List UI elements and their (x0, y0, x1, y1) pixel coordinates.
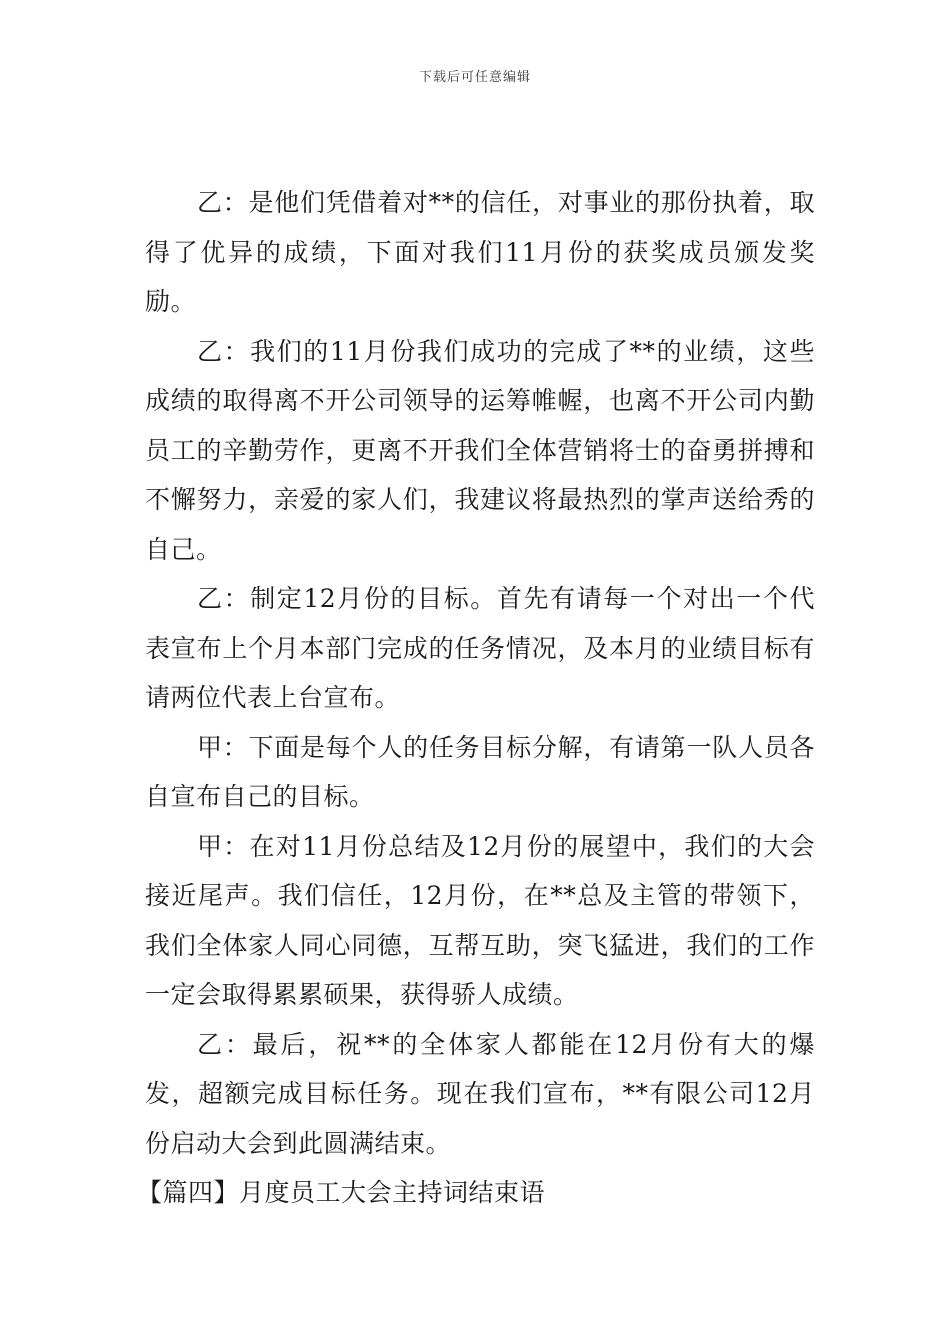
paragraph-5: 甲：在对11月份总结及12月份的展望中，我们的大会接近尾声。我们信任，12月份，在**总及主管的带领下，我们全体家人同心同德，互帮互助，突飞猛进，我们的工作一定会取得累累硕果，获得骄人成绩。 (145, 831, 815, 1009)
paragraph-3: 乙：制定12月份的目标。首先有请每一个对出一个代表宣布上个月本部门完成的任务情况，及本月的业绩目标有请两位代表上台宣布。 (145, 584, 815, 712)
section-heading: 【篇四】月度员工大会主持词结束语 (137, 1178, 546, 1207)
document-body (137, 178, 815, 1218)
paragraph-6: 乙：最后，祝**的全体家人都能在12月份有大的爆发，超额完成目标任务。现在我们宣布，**有限公司12月份启动大会到此圆满结束。 (145, 1029, 815, 1158)
paragraph-4: 甲：下面是每个人的任务目标分解，有请第一队人员各自宣布自己的目标。 (145, 732, 815, 811)
paragraph-2: 乙：我们的11月份我们成功的完成了**的业绩，这些成绩的取得离不开公司领导的运筹帷幄，也离不开公司内勤员工的辛勤劳作，更离不开我们全体营销将士的奋勇拼搏和不懈努力，亲爱的家人们，我建议将最热烈的掌声送给秀的自己。 (145, 336, 815, 564)
paragraph-1: 乙：是他们凭借着对**的信任，对事业的那份执着，取得了优异的成绩，下面对我们11月份的获奖成员颁发奖励。 (145, 188, 815, 316)
page-header-note: 下载后可任意编辑 (418, 70, 531, 85)
